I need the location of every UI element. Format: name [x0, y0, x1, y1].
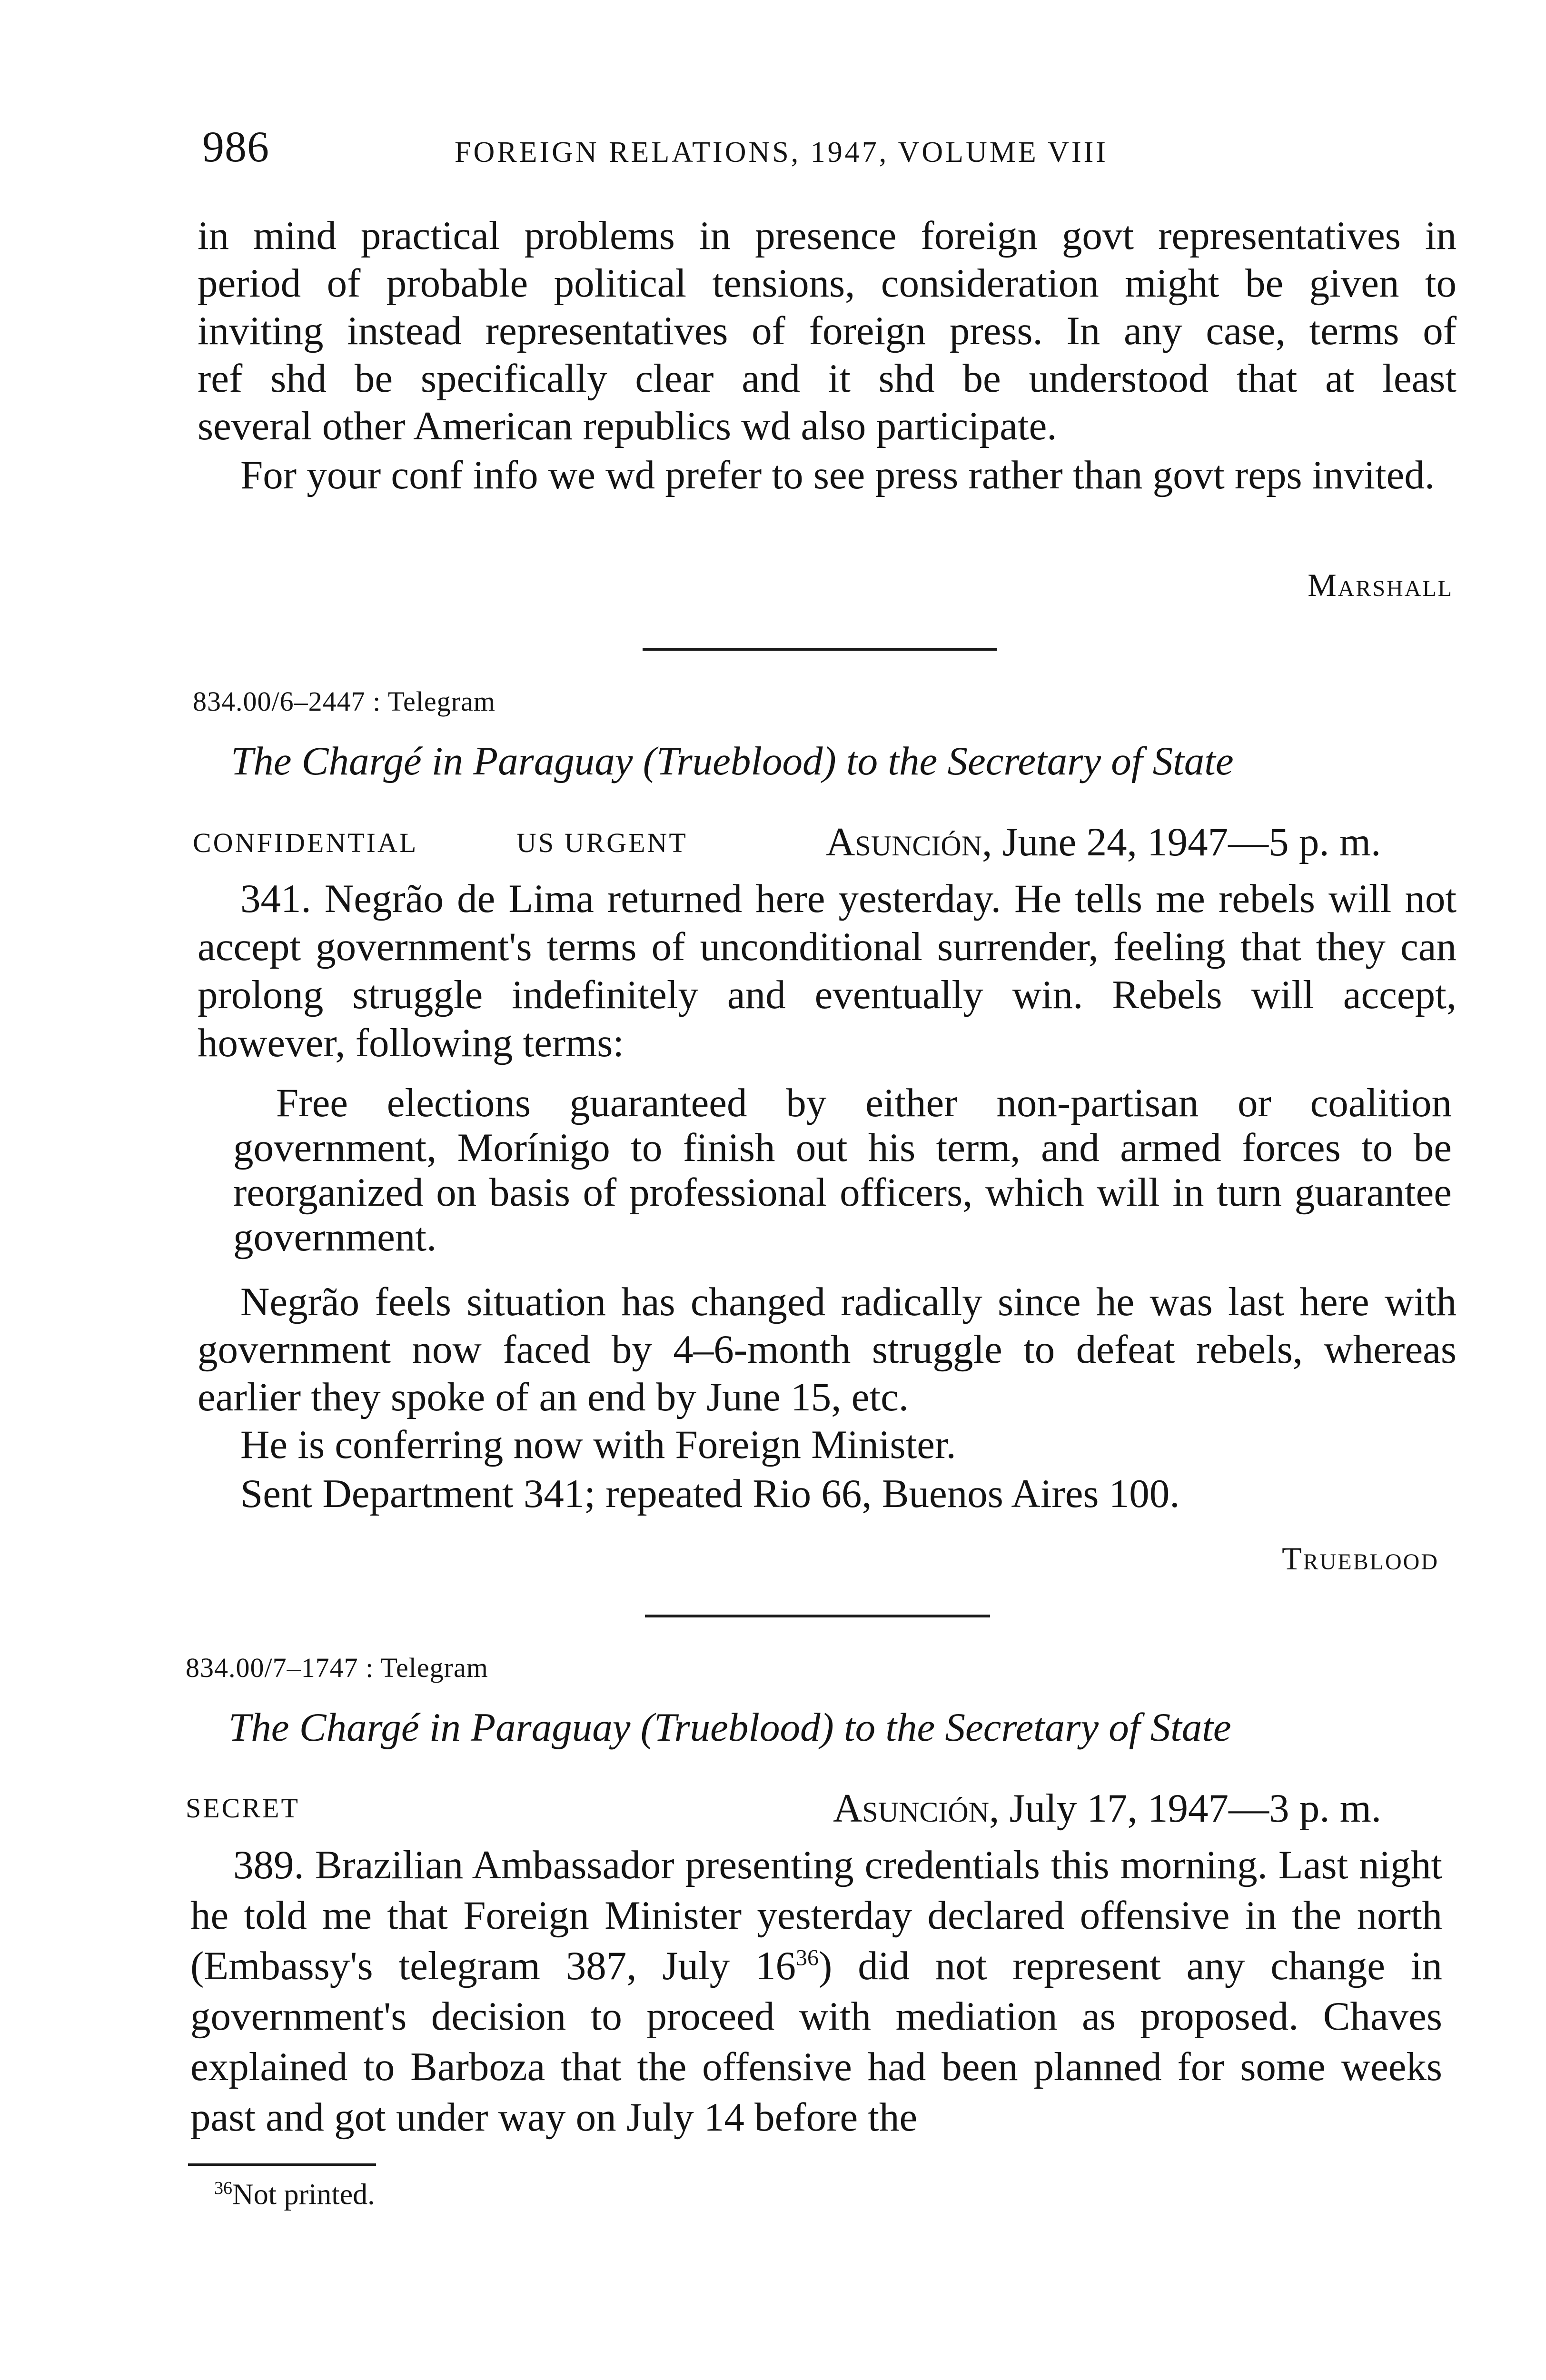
date-time: , July 17, 1947—3 p. m. [989, 1786, 1382, 1831]
telegram-paragraph-2: Negrão feels situation has changed radically since he was last here with government now faced by 4–6-month struggle to defeat rebels, whereas earlier they spoke of an end by June 15, etc. [198, 1279, 1457, 1419]
footnote [214, 2178, 375, 2212]
urgency-mark: US URGENT [516, 827, 688, 858]
section-divider [643, 648, 997, 651]
signature-marshall: Marshall [1308, 567, 1453, 603]
continuation-paragraph [198, 212, 1457, 450]
signature-trueblood: Trueblood [1282, 1540, 1439, 1577]
text-line: inviting instead representatives of foreign press. In any case, terms of [198, 308, 1457, 353]
file-reference: 834.00/6–2447 : Telegram [193, 686, 496, 717]
quoted-terms: Free elections guaranteed by either non-partisan or coalition government, Morínigo to finish out his term, and armed forces to be reorganized on basis of professional officers, which will in turn guarantee government. [233, 1081, 1452, 1259]
footnote-rule [188, 2163, 376, 2166]
page-number: 986 [202, 122, 269, 171]
place: Asunción [833, 1786, 990, 1831]
classification-mark: SECRET [186, 1793, 300, 1824]
telegram-paragraph: 389. Brazilian Ambassador presenting credentials this morning. Last night he told me that Foreign Minister yesterday declared offensive in the north (Embassy's telegram 387, July 16$^{36}$) did not represent any change in government's decision to proceed with mediation as proposed. Chaves explained to Barboza that the offensive had been planned for some weeks past and got under way on July 14 before the [190, 1843, 1442, 2140]
continuation-paragraph-2: For your conf info we wd prefer to see press rather than govt reps invited. [240, 453, 1435, 497]
text-line: period of probable political tensions, consideration might be given to [198, 261, 1457, 306]
telegram-paragraph-3: He is conferring now with Foreign Minister. [240, 1422, 956, 1467]
document-title: The Chargé in Paraguay (Trueblood) to the Secretary of State [228, 1705, 1231, 1750]
telegram-paragraph-4: Sent Department 341; repeated Rio 66, Buenos Aires 100. [240, 1471, 1180, 1516]
date-time: , June 24, 1947—5 p. m. [982, 820, 1381, 864]
document-title: The Chargé in Paraguay (Trueblood) to the Secretary of State [231, 739, 1234, 783]
footnote-reference: 36 [796, 1945, 819, 1971]
text-line: several other American republics wd also participate. [198, 404, 1057, 448]
text-line: in mind practical problems in presence foreign govt representatives in [198, 213, 1457, 258]
dateline [833, 1785, 1381, 1832]
section-divider [645, 1615, 990, 1617]
text-line: ref shd be specifically clear and it shd be understood that at least [198, 356, 1457, 401]
footnote-text: Not printed. [232, 2178, 375, 2211]
running-title: FOREIGN RELATIONS, 1947, VOLUME VIII [455, 136, 1108, 169]
telegram-paragraph: 341. Negrão de Lima returned here yesterday. He tells me rebels will not accept government's terms of unconditional surrender, feeling that they can prolong struggle indefinitely and eventually win. Rebels will accept, however, following terms: [198, 876, 1457, 1065]
footnote-number: 36 [214, 2178, 232, 2198]
place: Asunción [826, 820, 982, 864]
dateline [826, 819, 1381, 865]
classification-mark: CONFIDENTIAL [193, 827, 418, 858]
file-reference: 834.00/7–1747 : Telegram [186, 1652, 488, 1683]
